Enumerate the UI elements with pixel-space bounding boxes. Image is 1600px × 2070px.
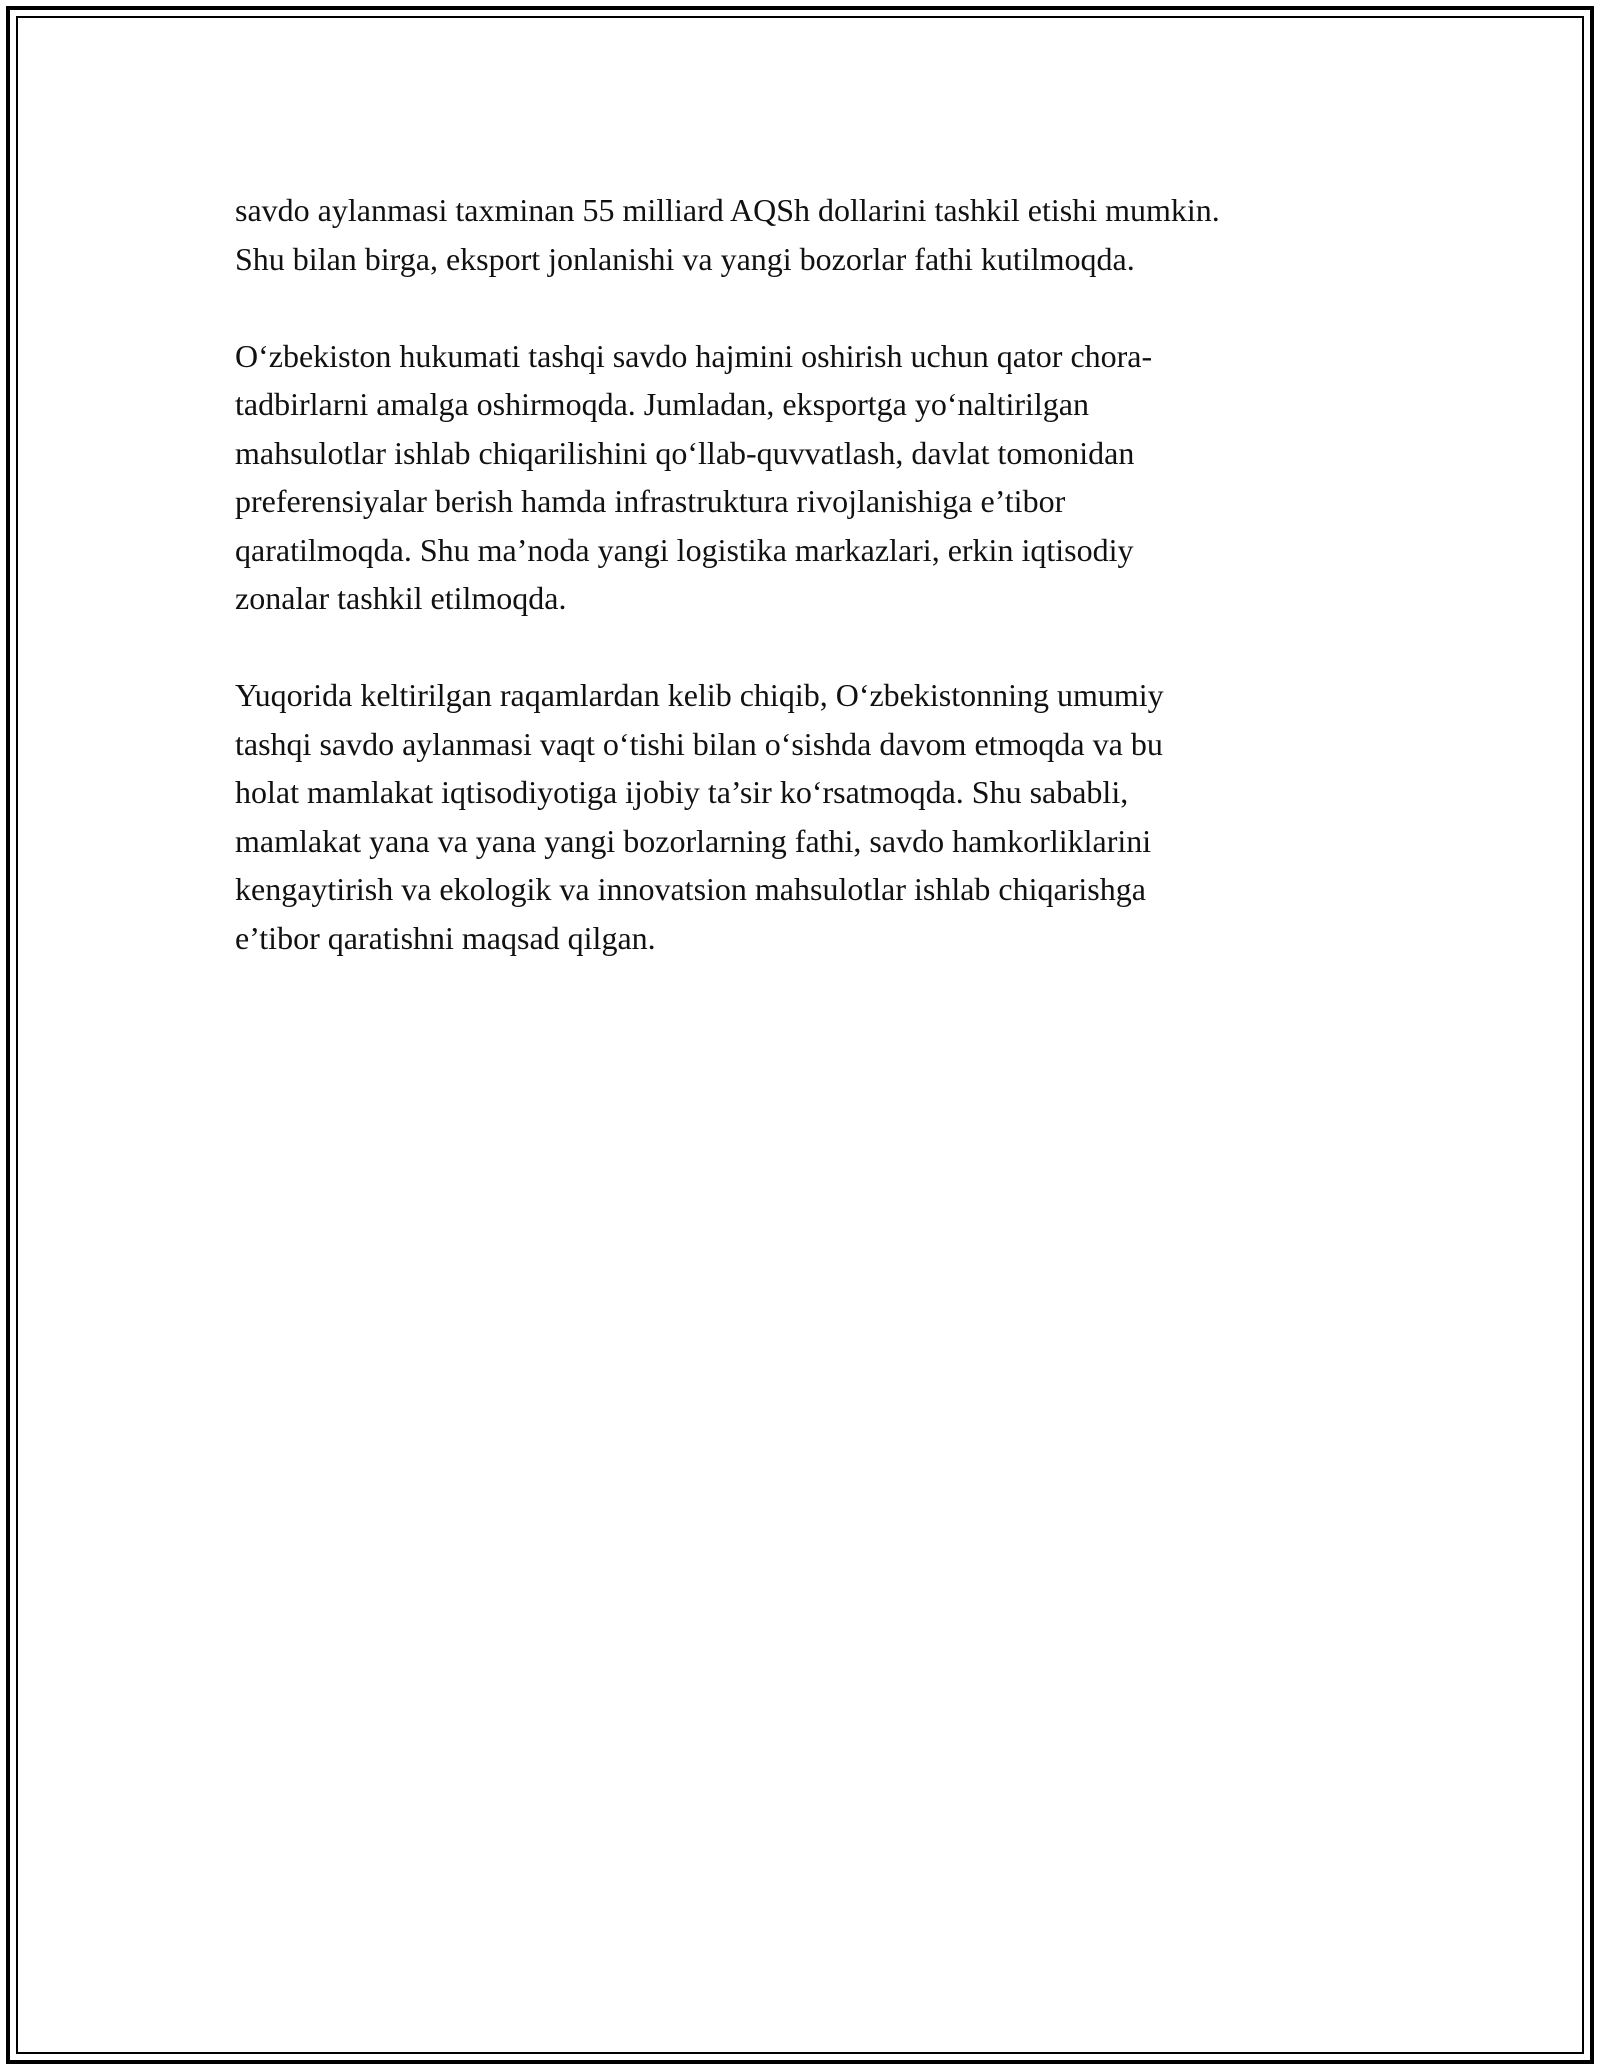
paragraph-2 (235, 332, 1385, 623)
text-line: holat mamlakat iqtisodiyotiga ijobiy ta’sir ko‘rsatmoqda. Shu sababli, (235, 774, 1129, 810)
text-line: Shu bilan birga, eksport jonlanishi va yangi bozorlar fathi kutilmoqda. (235, 240, 1135, 277)
paragraph-3 (235, 671, 1385, 962)
text-line: e’tibor qaratishni maqsad qilgan. (235, 919, 656, 956)
text-line: preferensiyalar berish hamda infrastruktura rivojlanishiga e’tibor (235, 483, 1066, 519)
text-line: tashqi savdo aylanmasi vaqt o‘tishi bilan o‘sishda davom etmoqda va bu (235, 725, 1163, 762)
text-line: zonalar tashkil etilmoqda. (235, 580, 567, 616)
text-line: Yuqorida keltirilgan raqamlardan kelib chiqib, O‘zbekistonning umumiy (235, 677, 1164, 713)
text-line: kengaytirish va ekologik va innovatsion mahsulotlar ishlab chiqarishga (235, 871, 1146, 907)
paragraph-1 (235, 186, 1385, 283)
text-line: mahsulotlar ishlab chiqarilishini qo‘llab-quvvatlash, davlat tomonidan (235, 434, 1135, 471)
text-line: mamlakat yana va yana yangi bozorlarning fathi, savdo hamkorliklarini (235, 822, 1152, 859)
text-line: qaratilmoqda. Shu ma’noda yangi logistika markazlari, erkin iqtisodiy (235, 531, 1134, 568)
text-line: savdo aylanmasi taxminan 55 milliard AQSh dollarini tashkil etishi mumkin. (235, 192, 1220, 228)
text-line: tadbirlarni amalga oshirmoqda. Jumladan, eksportga yo‘naltirilgan (235, 386, 1089, 422)
document-body (235, 186, 1385, 1011)
text-line: O‘zbekiston hukumati tashqi savdo hajmini oshirish uchun qator chora- (235, 337, 1153, 374)
